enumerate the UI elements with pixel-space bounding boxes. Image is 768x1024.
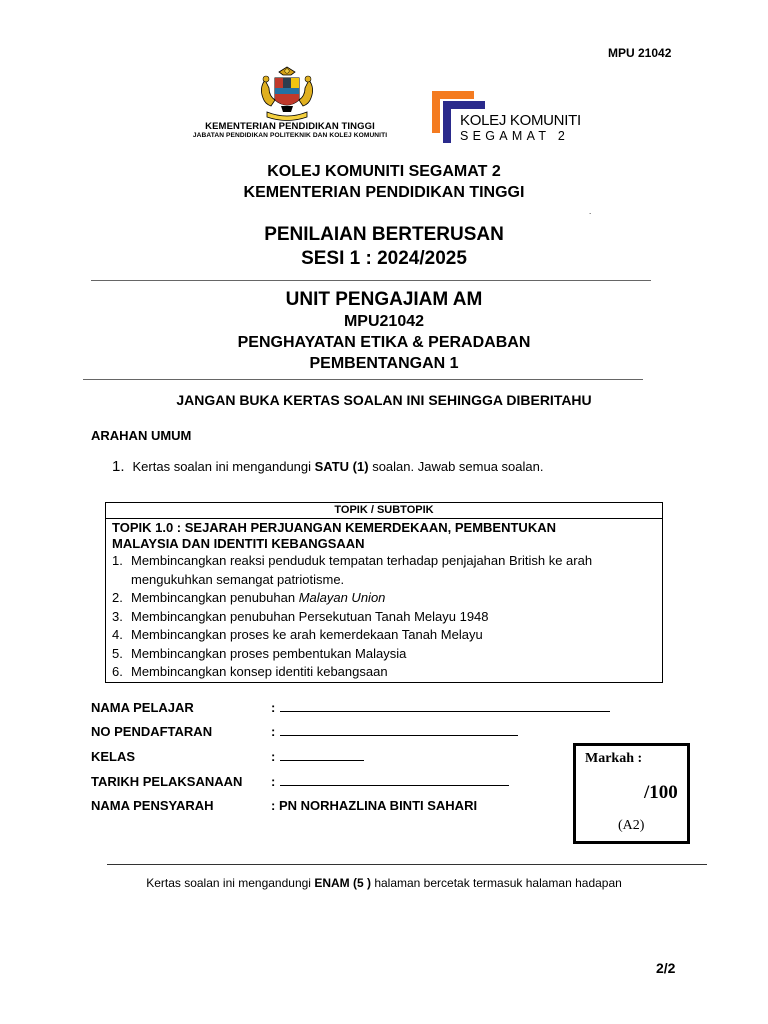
ministry-logo-line1: KEMENTERIAN PENDIDIKAN TINGGI (205, 121, 375, 132)
instructions-heading: ARAHAN UMUM (91, 428, 192, 443)
list-item-text-cont: mengukuhkan semangat patriotisme. (131, 571, 345, 587)
ministry-logo-text (178, 121, 402, 139)
marks-box (573, 743, 690, 844)
instruction-text-bold: SATU (1) (314, 459, 369, 474)
do-not-open-warning: JANGAN BUKA KERTAS SOALAN INI SEHINGGA DIBERITAHU (176, 392, 592, 408)
list-item-number: 1. (112, 553, 123, 568)
stray-dot: . (589, 207, 592, 216)
institution-line2: KEMENTERIAN PENDIDIKAN TINGGI (243, 184, 525, 201)
page-count-note (0, 876, 768, 890)
colon: : (271, 700, 276, 715)
list-item-text: Membincangkan reaksi penduduk tempatan terhadap penjajahan British ke arah (131, 553, 593, 568)
college-logo (432, 88, 582, 150)
student-name-label: NAMA PELAJAR (91, 700, 194, 715)
topic-title-line2: MALAYSIA DAN IDENTITI KEBANGSAAN (112, 535, 365, 551)
course-code-top: MPU 21042 (608, 46, 672, 60)
class-line (280, 749, 364, 761)
lecturer-label: NAMA PENSYARAH (91, 798, 214, 813)
list-item-text: Membincangkan konsep identiti kebangsaan (131, 664, 388, 679)
list-item-text: Membincangkan penubuhan Persekutuan Tanah Melayu 1948 (131, 608, 489, 624)
date-label: TARIKH PELAKSANAAN (91, 774, 243, 789)
list-item (106, 626, 662, 645)
colon: : (271, 724, 276, 739)
footer-text-before: Kertas soalan ini mengandungi (146, 876, 315, 890)
college-logo-line1: KOLEJ KOMUNITI (460, 112, 581, 129)
list-item (106, 589, 662, 608)
class-label: KELAS (91, 749, 136, 764)
list-item-number: 5. (112, 645, 123, 661)
registration-field[interactable] (271, 724, 518, 739)
ministry-logo-line2: JABATAN PENDIDIKAN POLITEKNIK DAN KOLEJ KOMUNITI (192, 132, 388, 139)
footer-text-after: halaman bercetak termasuk halaman hadapan (370, 876, 622, 890)
topic-table (105, 502, 663, 683)
subtopic-list (106, 552, 662, 682)
list-item-text: Membincangkan penubuhan (131, 590, 299, 605)
topic-table-header: TOPIK / SUBTOPIK (106, 503, 662, 519)
colon: : (271, 774, 276, 789)
topic-title (106, 519, 662, 551)
instruction-text-before: Kertas soalan ini mengandungi (132, 459, 315, 474)
list-item (106, 645, 662, 664)
instruction-item (112, 458, 543, 475)
coat-of-arms-icon (255, 66, 319, 126)
footer-text-bold: ENAM (5 ) (314, 876, 371, 890)
divider-2 (83, 379, 643, 380)
marks-label: Markah : (585, 751, 643, 766)
assessment-title: PENILAIAN BERTERUSAN (264, 224, 504, 245)
divider-3 (107, 864, 707, 865)
colon: : (271, 749, 276, 764)
course-unit: UNIT PENGAJIAM AM (285, 289, 483, 310)
class-field[interactable] (271, 749, 364, 764)
date-line (280, 774, 509, 786)
student-name-line (280, 700, 610, 712)
student-name-field[interactable] (271, 700, 610, 715)
marks-code: (A2) (618, 818, 645, 833)
instruction-text-after: soalan. Jawab semua soalan. (368, 459, 544, 474)
list-item-text: Membincangkan proses pembentukan Malaysia (131, 645, 407, 661)
college-logo-line2: SEGAMAT 2 (460, 129, 570, 143)
marks-total: /100 (644, 782, 678, 803)
list-item-number: 3. (112, 608, 123, 624)
course-code: MPU21042 (343, 313, 425, 330)
list-item-number: 4. (112, 627, 123, 642)
lecturer-value: : PN NORHAZLINA BINTI SAHARI (271, 798, 478, 813)
list-item-italic: Malayan Union (298, 590, 386, 605)
list-item (106, 663, 662, 682)
course-task: PEMBENTANGAN 1 (309, 355, 459, 372)
institution-line1: KOLEJ KOMUNITI SEGAMAT 2 (267, 163, 501, 180)
registration-line (280, 724, 518, 736)
topic-title-line1: TOPIK 1.0 : SEJARAH PERJUANGAN KEMERDEKAAN, PEMBENTUKAN (112, 520, 556, 535)
page-number: 2/2 (656, 960, 676, 976)
list-item-number: 6. (112, 664, 123, 679)
list-item (106, 608, 662, 627)
course-name: PENGHAYATAN ETIKA & PERADABAN (237, 334, 531, 351)
assessment-session: SESI 1 : 2024/2025 (301, 248, 467, 269)
list-item-text: Membincangkan proses ke arah kemerdekaan Tanah Melayu (131, 627, 483, 642)
list-item (106, 552, 662, 589)
divider-1 (91, 280, 651, 281)
date-field[interactable] (271, 774, 509, 789)
instruction-number: 1. (112, 458, 125, 475)
registration-label: NO PENDAFTARAN (91, 724, 213, 739)
list-item-number: 2. (112, 590, 123, 605)
